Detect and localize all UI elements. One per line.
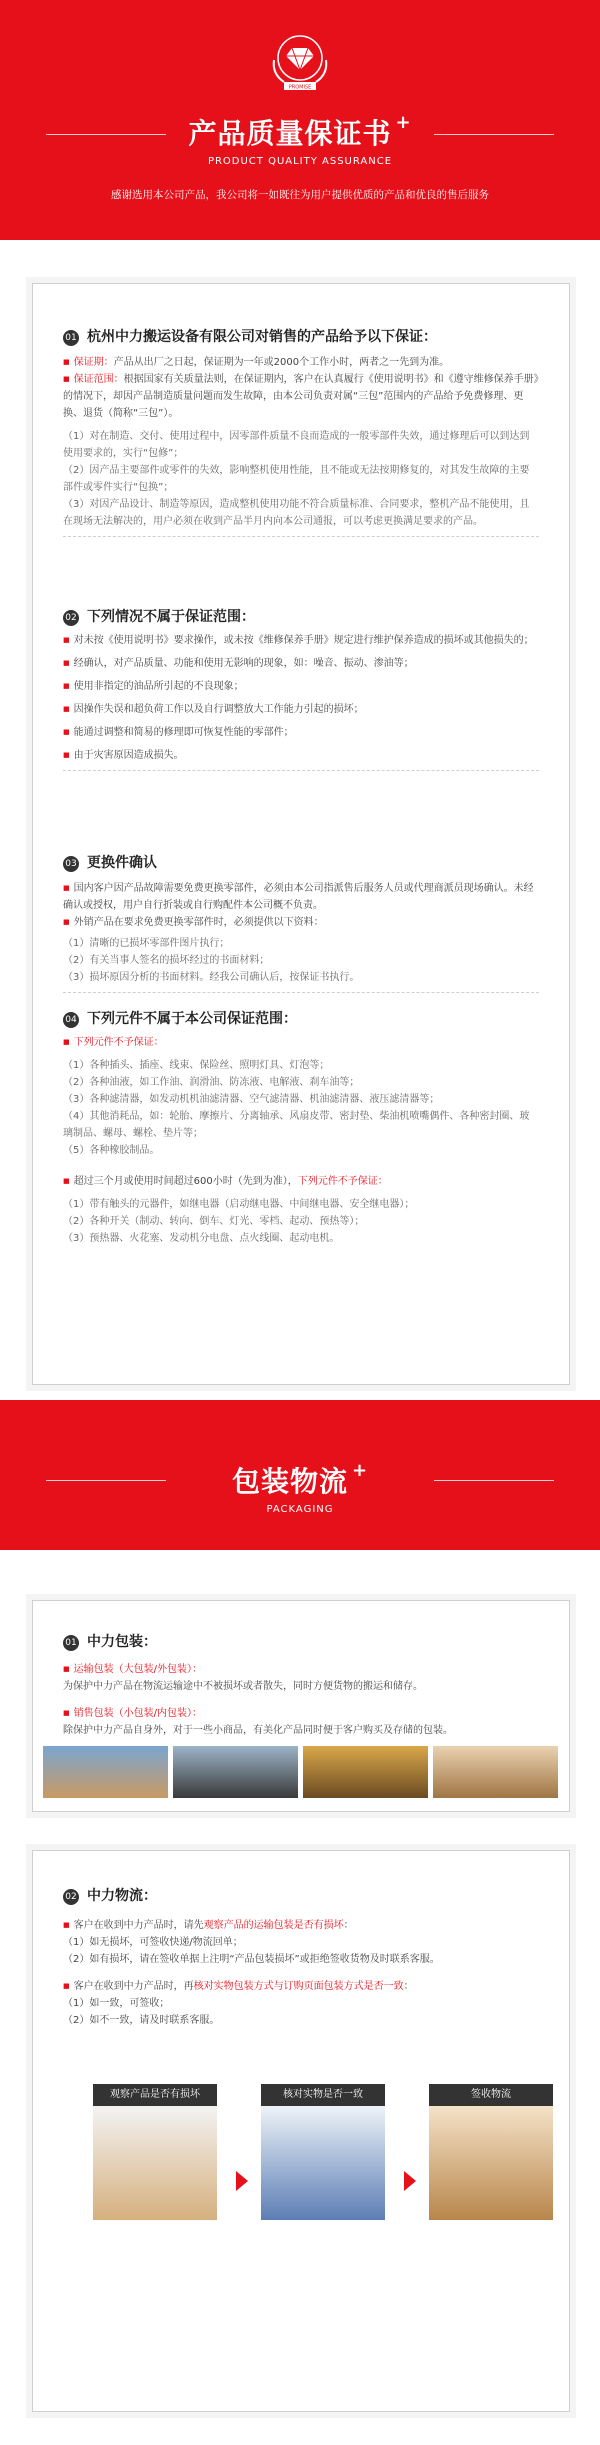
diamond-crest-icon [268,30,332,94]
list-item: （1）如一致，可签收； [63,1998,170,2009]
warehouse-photo [43,1746,168,1798]
warranty-section-3: 03 更换件确认 ■ 国内客户因产品故障需要免费更换零部件，必须由本公司指派售后服务人员或代理商派员现场确认。未经确认或授权，用户自行折装或自行购配件本公司概不负责。 ■ 外销产品在要求免费更换零部件时，必须提供以下资料： （1）清晰的已损坏零部件图片执行； （2）有关当事人签名的损坏经过的书面材料； （3）损坏原因分析的书面材料。经我公司确认后，按保证书执行。 [63,852,539,993]
logistics-card: 02 中力物流： ■ 客户在收到中力产品时，请先观察产品的运输包装是否有损坏： （1）如无损坏，可签收快递/物流回单； （2）如有损坏，请在签收单据上注明“产品包装损坏”或拒绝签收货物及时联系客服。 ■ 客户在收到中力产品时，再核对实物包装方式与订购页面包装方式是否一致： （1）如一致，可签收； （2）如不一致，请及时联系客服。 观察产品是否有损坏 核对实物是否一致 签收物流 [32,1850,570,2412]
packaging-subtitle: PACKAGING [266,1504,334,1515]
step-inspect: 观察产品是否有损坏 [93,2084,217,2220]
list-item: （2）如有损坏，请在签收单据上注明“产品包装损坏”或拒绝签收货物及时联系客服。 [63,1954,440,1965]
packaging-card: 01 中力包装： ■ 运输包装（大包装/外包装）： 为保护中力产品在物流运输途中不被损坏或者散失，同时方便货物的搬运和储存。 ■ 销售包装（小包装/内包装）： 除保护中力产品自身外，对于一些小商品，有美化产品同时便于客户购买及存储的包装。 [32,1600,570,1812]
list-item: （1）对在制造、交付、使用过程中，因零部件质量不良而造成的一般零部件失效，通过修理后可以到达到使用要求的，实行“包修”； [63,431,530,459]
list-item: （2）各种开关（制动、转向、倒车、灯光、零档、起动、预热等）； [63,1216,365,1227]
list-item: （2）各种油液，如工作油、润滑油、防冻液、电解液、刹车油等； [63,1077,360,1088]
packaging-header [0,1400,600,1550]
truck-photo [303,1746,428,1798]
list-item: ■ 经确认，对产品质量、功能和使用无影响的现象，如：噪音、振动、渗油等； [63,655,539,672]
arrow-right-icon [404,2171,416,2191]
packaging-title: 包装物流 + [231,1460,369,1498]
list-item: （2）如不一致，请及时联系客服。 [63,2015,220,2026]
list-item: （3）各种滤清器，如发动机机油滤清器、空气滤清器、机油滤清器、液压滤清器等； [63,1094,440,1105]
list-item: （3）对因产品设计、制造等原因，造成整机使用功能不符合质量标准、合同要求，整机产品不能使用，且在现场无法解决的，用户必须在收到产品半月内向本公司通报，可以考虑更换满足要求的产品。 [63,499,530,527]
list-item: （1）如无损坏，可签收快递/物流回单； [63,1937,243,1948]
list-item: （5）各种橡胶制品。 [63,1145,160,1156]
warranty-section-1: 01 杭州中力搬运设备有限公司对销售的产品给予以下保证： ■ 保证期：产品从出厂之日起，保证期为一年或2000个工作小时，两者之一先到为准。 ■ 保证范围：根据国家有关质量法则，在保证期内，客户在认真履行《使用说明书》和《遵守维修保养手册》的情况下，却因产品制造质量问题而发生故障，由本公司负责对属“三包”范围内的产品给予免费修理、更换、退货（简称“三包”）。 （1）对在制造、交付、使用过程中，因零部件质量不良而造成的一般零部件失效，通过修理后可以到达到使用要求的，实行“包修”； （2）因产品主要部件或零件的失效，影响整机使用性能，且不能或无法按期修复的，对其发生故障的主要部件或零件实行“包换”； （3）对因产品设计、制造等原因，造成整机使用功能不符合质量标准、合同要求，整机产品不能使用，且在现场无法解决的，用户必须在收到产品半月内向本公司通报，可以考虑更换满足要求的产品。 [63,326,539,537]
page-title: 产品质量保证书 + [188,112,412,150]
page-subtitle: PRODUCT QUALITY ASSURANCE [207,156,393,167]
dashed-divider [63,536,539,537]
boxes-photo [433,1746,558,1798]
warranty-section-2: 02 下列情况不属于保证范围： ■ 对未按《使用说明书》要求操作，或未按《维修保养手册》规定进行维护保养造成的损坏或其他损失的； ■ 经确认，对产品质量、功能和使用无影响的现象，如：噪音、振动、渗油等； ■ 使用非指定的油品所引起的不良现象； ■ 因操作失误和超负荷工作以及自行调整放大工作能力引起的损坏； ■ 能通过调整和简易的修理即可恢复性能的零部件； ■ 由于灾害原因造成损失。 [63,606,539,771]
list-item: （2）因产品主要部件或零件的失效，影响整机使用性能，且不能或无法按期修复的，对其发生故障的主要部件或零件实行“包换”； [63,465,530,493]
list-item: ■ 对未按《使用说明书》要求操作，或未按《维修保养手册》规定进行维护保养造成的损坏或其他损失的； [63,632,539,649]
warranty-section-4: 04 下列元件不属于本公司保证范围： ■ 下列元件不予保证： （1）各种插头、插座、线束、保险丝、照明灯具、灯泡等； （2）各种油液，如工作油、润滑油、防冻液、电解液、刹车油等； （3）各种滤清器，如发动机机油滤清器、空气滤清器、机油滤清器、液压滤清器等； （4）其他消耗品，如：轮胎、摩擦片、分离轴承、风扇皮带、密封垫、柴油机喷嘴偶件、各种密封圈、玻璃制品、螺母、螺栓、垫片等； （5）各种橡胶制品。 ■ 超过三个月或使用时间超过600小时（先到为准），下列元件不予保证： （1）带有触头的元器件，如继电器（启动继电器、中间继电器、安全继电器）； （2）各种开关（制动、转向、倒车、灯光、零档、起动、预热等）； （3）预热器、火花塞、发动机分电盘、点火线圈、起动电机。 [63,1008,539,1247]
list-item: ■ 因操作失误和超负荷工作以及自行调整放大工作能力引起的损坏； [63,701,539,718]
list-item: ■ 使用非指定的油品所引起的不良现象； [63,678,539,695]
list-item: （2）有关当事人签名的损坏经过的书面材料； [63,955,270,966]
warranty-card [32,283,570,1385]
section-number: 01 [63,330,79,346]
list-item: （3）预热器、火花塞、发动机分电盘、点火线圈、起动电机。 [63,1233,340,1244]
list-item: （1）清晰的已损坏零部件图片执行； [63,938,230,949]
step-verify: 核对实物是否一致 [261,2084,385,2220]
list-item: ■ 由于灾害原因造成损失。 [63,747,539,764]
list-item: （3）损坏原因分析的书面材料。经我公司确认后，按保证书执行。 [63,972,360,983]
list-item: （4）其他消耗品，如：轮胎、摩擦片、分离轴承、风扇皮带、密封垫、柴油机喷嘴偶件、各种密封圈、玻璃制品、螺母、螺栓、垫片等； [63,1111,530,1139]
step-photo [261,2106,385,2220]
dashed-divider [63,992,539,993]
step-sign: 签收物流 [429,2084,553,2220]
arrow-right-icon [236,2171,248,2191]
svg-text:PROMISE: PROMISE [288,84,312,91]
list-item: （1）各种插头、插座、线束、保险丝、照明灯具、灯泡等； [63,1060,330,1071]
list-item: ■ 能通过调整和简易的修理即可恢复性能的零部件； [63,724,539,741]
section-title: 杭州中力搬运设备有限公司对销售的产品给予以下保证： [87,329,437,345]
step-photo [429,2106,553,2220]
dashed-divider [63,770,539,771]
quality-header [0,0,600,240]
list-item: （1）带有触头的元器件，如继电器（启动继电器、中间继电器、安全继电器）； [63,1199,415,1210]
intro-text: 感谢选用本公司产品，我公司将一如既往为用户提供优质的产品和优良的售后服务 [111,189,489,201]
step-photo [93,2106,217,2220]
forklift-photo [173,1746,298,1798]
